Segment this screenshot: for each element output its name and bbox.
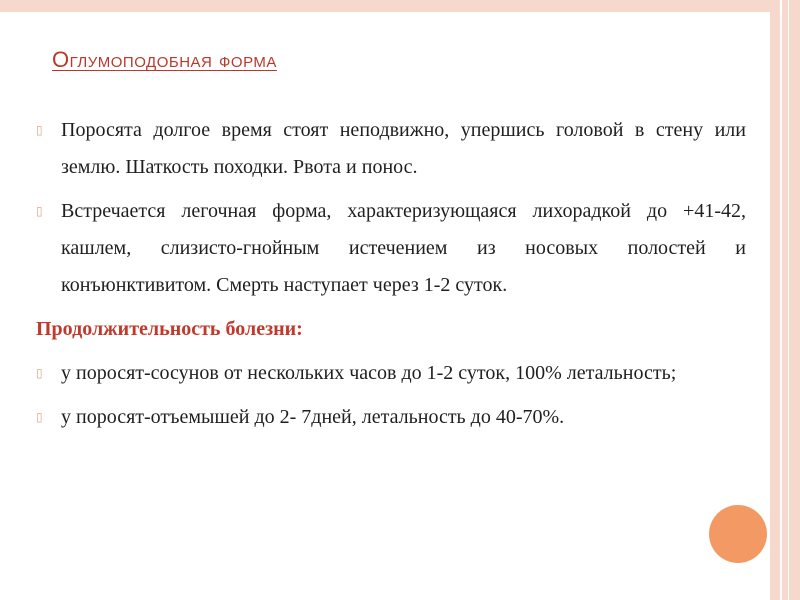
bullet-item	[36, 112, 746, 186]
bullet-text: Встречается легочная форма, характеризующаяся лихорадкой до +41-42, кашлем, слизисто-гнойным истечением из носовых полостей и конъюнктивитом. Смерть наступает через 1-2 суток.	[61, 200, 746, 296]
bullet-icon: ▯	[36, 366, 43, 380]
bullet-item	[36, 355, 746, 392]
bullet-item	[36, 193, 746, 304]
slide-frame-line	[788, 0, 789, 600]
slide-frame-line	[780, 0, 782, 600]
slide-content	[36, 112, 746, 443]
bullet-icon: ▯	[36, 204, 43, 218]
bullet-icon: ▯	[36, 123, 43, 137]
duration-heading: Продолжительность болезни:	[36, 318, 303, 340]
slide-title: Оглумоподобная форма	[52, 47, 277, 72]
bullet-text: Поросята долгое время стоят неподвижно, упершись головой в стену или землю. Шаткость походки. Рвота и понос.	[61, 119, 746, 178]
bullet-icon: ▯	[36, 410, 43, 424]
bullet-text: у поросят-сосунов от нескольких часов до 1-2 суток, 100% летальность;	[61, 362, 677, 384]
slide-frame-right	[770, 0, 800, 600]
decorative-circle	[709, 505, 767, 563]
slide-frame-top	[0, 0, 800, 12]
bullet-item	[36, 399, 746, 436]
bullet-text: у поросят-отъемышей до 2- 7дней, летальность до 40-70%.	[61, 406, 565, 428]
